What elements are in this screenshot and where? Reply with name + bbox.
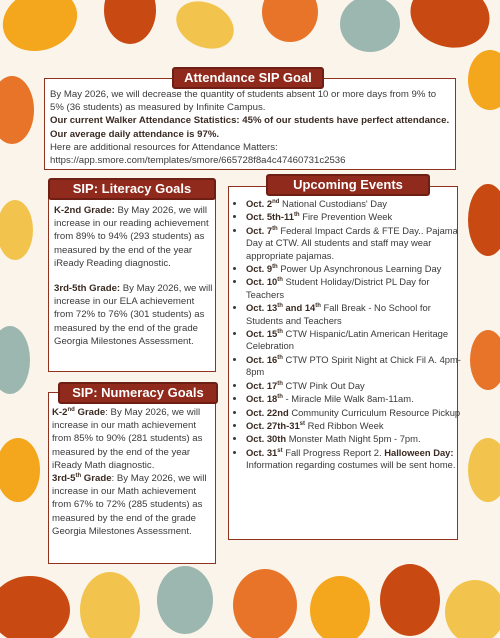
event-item <box>246 225 468 262</box>
attendance-resources-text: Here are additional resources for Attendance Matters: <box>50 141 278 153</box>
attendance-body <box>50 88 452 167</box>
event-item <box>246 263 468 275</box>
event-item <box>246 211 468 223</box>
event-description: Power Up Asynchronous Learning Day <box>277 263 442 275</box>
event-item <box>246 354 468 379</box>
event-description: CTW Hispanic/Latin American Heritage Celebration <box>246 328 449 352</box>
event-description: National Custodians' Day <box>279 198 387 209</box>
event-item <box>246 198 468 210</box>
numeracy-title: SIP: Numeracy Goals <box>58 382 218 404</box>
numeracy-35-text: : By May 2026, we will increase in our Math achievement from 67% to 72% (285 students) as measured by the end of the grade Georgia Milestones Assessment. <box>52 473 207 537</box>
event-date: Oct. 31st <box>246 446 283 458</box>
numeracy-body <box>52 406 216 538</box>
event-item <box>246 276 468 301</box>
event-description: - Miracle Mile Walk 8am-11am. <box>282 393 414 405</box>
event-description: Fall Break - No School for Students and Teachers <box>246 302 431 326</box>
event-description: Federal Impact Cards & FTE Day.. Pajama Day at CTW. All students and staff may wear appropriate pajamas. <box>246 224 458 261</box>
event-item <box>246 433 468 445</box>
event-item <box>246 393 468 405</box>
event-date: Oct. 10th <box>246 276 283 288</box>
event-description: Fire Prevention Week <box>299 211 393 223</box>
numeracy-k2-text: : By May 2026, we will increase in our math achievement from 85% to 90% (281 students) as measured by the end of the year iReady Math diagnostic. <box>52 407 203 471</box>
literacy-k2-text: By May 2026, we will increase in our reading achievement from 89% to 94% (293 students) as measured by the end of the year iReady Reading diagnostic. <box>54 205 209 269</box>
literacy-35-text: By May 2026, we will increase in our ELA achievement from 72% to 76% (301 students) as measured by the end of the grade Georgia Milestones Assessment. <box>54 283 213 347</box>
event-item <box>246 420 468 432</box>
numeracy-35-paragraph: 3rd-5th Grade: By May 2026, we will increase in our Math achievement from 67% to 72% (285 students) as measured by the end of the grade Georgia Milestones Assessment. <box>52 472 207 537</box>
event-description: CTW Pink Out Day <box>282 379 365 391</box>
event-description: CTW PTO Spirit Night at Chick Fil A. 4pm-8pm <box>246 353 461 378</box>
literacy-k2-label: K-2nd Grade: <box>54 205 115 216</box>
event-date: Oct. 15th <box>246 328 283 340</box>
event-description: Community Curriculum Resource Pickup <box>288 406 461 418</box>
attendance-title: Attendance SIP Goal <box>172 67 324 89</box>
numeracy-k2-paragraph: K-2nd Grade: By May 2026, we will increase in our math achievement from 85% to 90% (281 students) as measured by the end of the year iReady Math diagnostic. <box>52 406 203 471</box>
literacy-k2-paragraph <box>54 204 214 270</box>
event-date: Oct. 30th <box>246 433 287 445</box>
event-description: Fall Progress Report 2. <box>282 446 385 458</box>
event-date: Oct. 7th <box>246 224 278 236</box>
literacy-35-label: 3rd-5th Grade: <box>54 283 121 295</box>
literacy-35-paragraph <box>54 282 214 348</box>
event-date: Oct. 2nd <box>246 198 280 209</box>
events-list <box>232 198 468 473</box>
event-date: Oct. 27th-31st <box>246 419 306 431</box>
event-date: Oct. 18th <box>246 393 283 405</box>
literacy-body <box>54 204 214 348</box>
attendance-link[interactable]: https://app.smore.com/templates/smore/665728f8a4c47460731c2536 <box>50 155 346 167</box>
event-item: • Oct. 31st Fall Progress Report 2. Halloween Day: Information regarding costumes will be sent home. <box>246 447 468 472</box>
event-date: Oct. 22nd <box>246 406 289 418</box>
event-date: Oct. 13th and 14th <box>246 302 321 314</box>
event-description: Red Ribbon Week <box>305 419 384 431</box>
event-date: Oct. 17th <box>246 379 283 391</box>
event-date: Oct. 5th-11th <box>246 211 300 223</box>
event-item <box>246 380 468 392</box>
event-description: Monster Math Night 5pm - 7pm. <box>286 433 421 445</box>
event-item <box>246 407 468 419</box>
events-title: Upcoming Events <box>266 174 430 196</box>
attendance-stats: Our current Walker Attendance Statistics: 45% of our students have perfect attendance. Our average daily attendance is 97%. <box>50 115 450 140</box>
literacy-title: SIP: Literacy Goals <box>48 178 216 200</box>
event-date: Oct. 9th <box>246 263 278 275</box>
attendance-goal-text: By May 2026, we will decrease the quantity of students absent 10 or more days from 9% to 5% (36 students) as measured by Infinite Campus. <box>50 89 437 114</box>
event-description: Student Holiday/District PL Day for Teachers <box>246 276 430 300</box>
event-item <box>246 328 468 353</box>
event-item <box>246 302 468 327</box>
event-date: Oct. 16th <box>246 353 283 365</box>
